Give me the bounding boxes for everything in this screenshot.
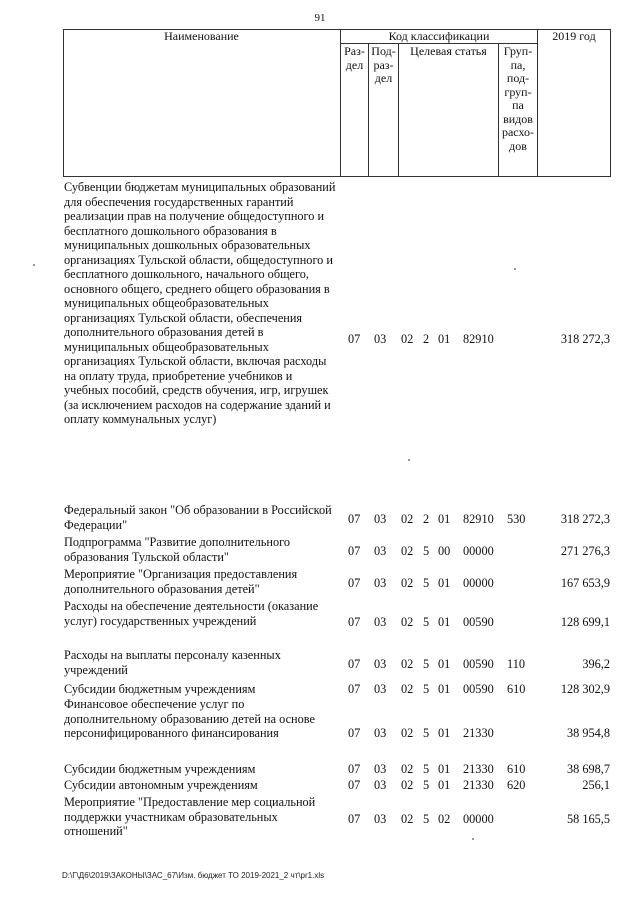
- podrazdel: 03: [374, 812, 387, 826]
- cs-event: 01: [438, 512, 451, 526]
- razdel: 07: [348, 812, 361, 826]
- razdel: 07: [348, 332, 361, 346]
- expense-group: 610: [507, 762, 526, 776]
- cs-program: 02: [401, 576, 414, 590]
- cs-program: 02: [401, 544, 414, 558]
- razdel: 07: [348, 762, 361, 776]
- cs-subprogram: 5: [423, 762, 430, 776]
- amount: 128 302,9: [560, 682, 610, 696]
- cs-subprogram: 5: [423, 778, 430, 792]
- razdel: 07: [348, 657, 361, 671]
- amount: 167 653,9: [560, 576, 610, 590]
- cs-event: 01: [438, 762, 451, 776]
- cs-event: 01: [438, 615, 451, 629]
- podrazdel: 03: [374, 657, 387, 671]
- podrazdel: 03: [374, 762, 387, 776]
- row-name: Расходы на выплаты персоналу казенных учреждений: [64, 648, 281, 677]
- cs-direction: 21330: [463, 762, 494, 776]
- cs-event: 02: [438, 812, 451, 826]
- cs-event: 01: [438, 682, 451, 696]
- row-name: Подпрограмма "Развитие дополнительного образования Тульской области": [64, 535, 290, 564]
- header-section: Раз- дел: [344, 44, 365, 72]
- razdel: 07: [348, 576, 361, 590]
- cs-direction: 21330: [463, 726, 494, 740]
- expense-group: 610: [507, 682, 526, 696]
- row-name: Мероприятие "Предоставление мер социальной поддержки участникам образовательных отношений": [64, 795, 316, 838]
- row-name: Субсидии бюджетным учреждениям: [64, 682, 256, 696]
- cs-subprogram: 5: [423, 812, 430, 826]
- cs-subprogram: 5: [423, 657, 430, 671]
- amount: 38 954,8: [566, 726, 610, 740]
- cs-subprogram: 5: [423, 615, 430, 629]
- scan-speck: [33, 264, 35, 266]
- amount: 318 272,3: [560, 512, 610, 526]
- scan-speck: [472, 838, 474, 840]
- expense-group: 110: [507, 657, 525, 671]
- cs-direction: 00000: [463, 544, 494, 558]
- amount: 38 698,7: [566, 762, 610, 776]
- podrazdel: 03: [374, 332, 387, 346]
- cs-program: 02: [401, 512, 414, 526]
- cs-event: 00: [438, 544, 451, 558]
- row-name: Субсидии бюджетным учреждениям: [64, 762, 256, 776]
- cs-program: 02: [401, 726, 414, 740]
- cs-event: 01: [438, 778, 451, 792]
- cs-subprogram: 2: [423, 332, 430, 346]
- expense-group: 620: [507, 778, 526, 792]
- cs-subprogram: 5: [423, 682, 430, 696]
- expense-group: 530: [507, 512, 526, 526]
- cs-direction: 00590: [463, 657, 494, 671]
- cs-event: 01: [438, 332, 451, 346]
- page-number: 91: [314, 12, 326, 24]
- row-name: Субвенции бюджетам муниципальных образований для обеспечения государственных гарантий реализации прав на получение общедоступного и бесплатного дошкольного образования в муниципальных дошкольных образовательных организациях Тульской области, общедоступного и бесплатного дошкольного, начального общего, основного общего, среднего общего образования в муниципальных общеобразовательных организациях Тульской области, обеспечения дополнительного образования детей в муниципальных общеобразовательных организациях Тульской области, включая расходы на оплату труда, приобретение учебников и учебных пособий, средств обучения, игр, игрушек (за исключением расходов на содержание зданий и оплату коммунальных услуг): [64, 180, 336, 426]
- header-classification: Код классификации: [388, 29, 490, 43]
- amount: 318 272,3: [560, 332, 610, 346]
- podrazdel: 03: [374, 512, 387, 526]
- cs-program: 02: [401, 615, 414, 629]
- header-year: 2019 год: [552, 29, 596, 43]
- razdel: 07: [348, 726, 361, 740]
- row-name: Субсидии автономным учреждениям: [64, 778, 258, 792]
- razdel: 07: [348, 682, 361, 696]
- podrazdel: 03: [374, 615, 387, 629]
- header-expense-group: Груп- па, под- груп- па видов расхо- дов: [501, 44, 535, 153]
- cs-event: 01: [438, 576, 451, 590]
- table-header: [63, 29, 611, 177]
- amount: 256,1: [582, 778, 610, 792]
- header-subsection: Под- раз- дел: [371, 44, 396, 85]
- cs-subprogram: 5: [423, 726, 430, 740]
- razdel: 07: [348, 615, 361, 629]
- podrazdel: 03: [374, 576, 387, 590]
- cs-subprogram: 5: [423, 544, 430, 558]
- cs-direction: 21330: [463, 778, 494, 792]
- file-path-footer: D:\Г\Д6\2019\ЗАКОНЫ\ЗАС_67\Изм. бюджет ТО 2019-2021_2 чт\pr1.xls: [62, 871, 325, 880]
- cs-program: 02: [401, 812, 414, 826]
- cs-program: 02: [401, 762, 414, 776]
- podrazdel: 03: [374, 778, 387, 792]
- cs-program: 02: [401, 332, 414, 346]
- cs-subprogram: 5: [423, 576, 430, 590]
- podrazdel: 03: [374, 682, 387, 696]
- row-name: Расходы на обеспечение деятельности (оказание услуг) государственных учреждений: [64, 599, 319, 628]
- row-name: Финансовое обеспечение услуг по дополнительному образованию детей на основе персонифицированного финансирования: [64, 697, 315, 740]
- podrazdel: 03: [374, 544, 387, 558]
- cs-direction: 00590: [463, 682, 494, 696]
- cs-program: 02: [401, 682, 414, 696]
- row-name: Федеральный закон "Об образовании в Российской Федерации": [64, 503, 332, 532]
- razdel: 07: [348, 512, 361, 526]
- scan-speck: [408, 459, 410, 461]
- cs-program: 02: [401, 657, 414, 671]
- header-target-article: Целевая статья: [410, 44, 487, 58]
- amount: 58 165,5: [566, 812, 610, 826]
- cs-event: 01: [438, 657, 451, 671]
- podrazdel: 03: [374, 726, 387, 740]
- amount: 271 276,3: [560, 544, 610, 558]
- cs-event: 01: [438, 726, 451, 740]
- cs-direction: 82910: [463, 332, 494, 346]
- razdel: 07: [348, 778, 361, 792]
- row-name: Мероприятие "Организация предоставления дополнительного образования детей": [64, 567, 298, 596]
- cs-direction: 82910: [463, 512, 494, 526]
- razdel: 07: [348, 544, 361, 558]
- cs-direction: 00000: [463, 576, 494, 590]
- amount: 128 699,1: [560, 615, 610, 629]
- cs-direction: 00000: [463, 812, 494, 826]
- amount: 396,2: [582, 657, 610, 671]
- scan-speck: [514, 268, 516, 270]
- cs-program: 02: [401, 778, 414, 792]
- cs-direction: 00590: [463, 615, 494, 629]
- cs-subprogram: 2: [423, 512, 430, 526]
- header-name: Наименование: [164, 29, 239, 43]
